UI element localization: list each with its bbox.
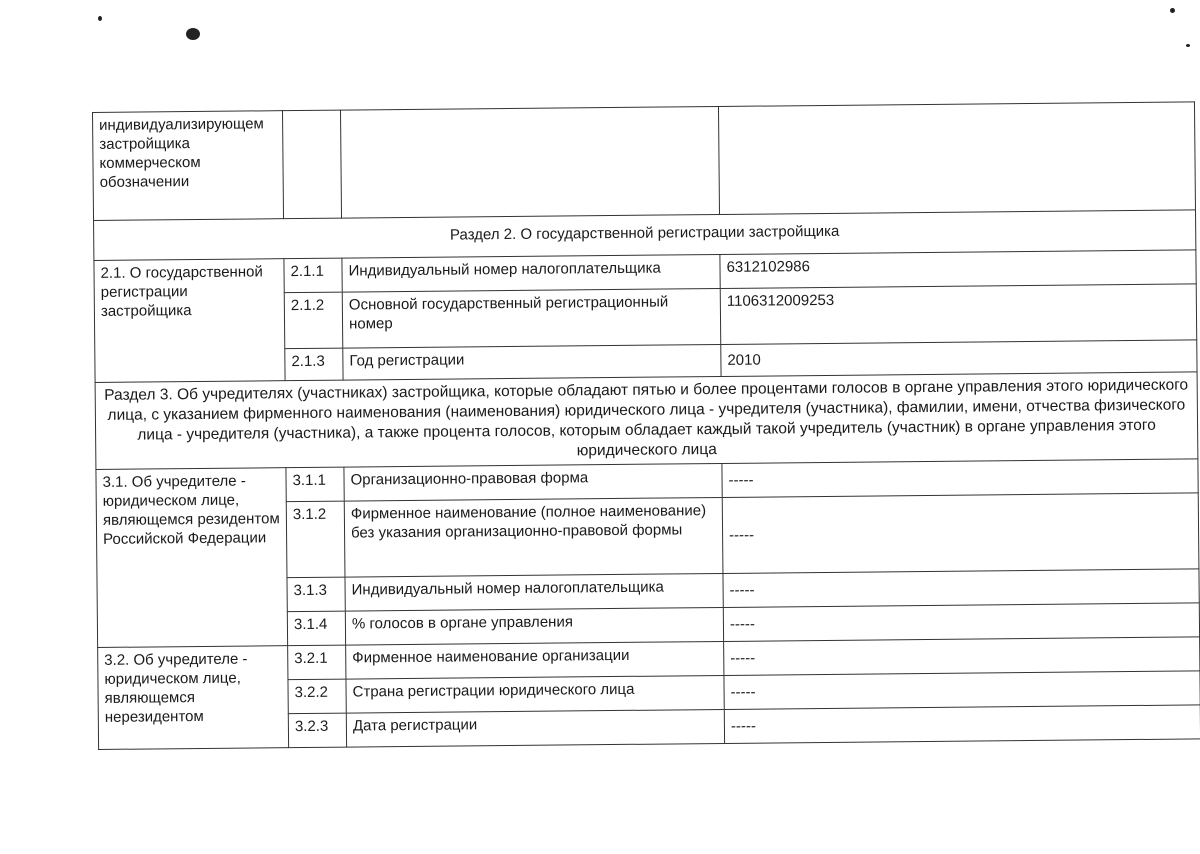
row-label: Фирменное наименование организации <box>346 641 724 679</box>
table-row <box>93 102 1196 221</box>
row-number: 3.1.3 <box>287 577 345 612</box>
row-value: ----- <box>724 671 1200 710</box>
row-label: Организационно-правовая форма <box>344 463 722 501</box>
row-label: Индивидуальный номер налогоплательщика <box>342 254 720 292</box>
row-label: % голосов в органе управления <box>345 607 723 645</box>
developer-info-table <box>92 101 1200 750</box>
row-value: ----- <box>722 459 1198 498</box>
row-label: Год регистрации <box>343 344 721 380</box>
intro-num <box>282 110 341 219</box>
row-label: Основной государственный регистрационный номер <box>342 288 721 348</box>
row-value: ----- <box>723 569 1199 608</box>
row-value: ----- <box>722 493 1199 574</box>
row-number: 3.2.1 <box>288 645 346 680</box>
row-label: Индивидуальный номер налогоплательщика <box>345 573 723 611</box>
row-number: 3.1.1 <box>286 467 344 502</box>
intro-value <box>718 102 1195 215</box>
section3-group2-label: 3.2. Об учредителе - юридическом лице, являющемся нерезидентом <box>98 646 289 750</box>
row-label: Страна регистрации юридического лица <box>346 675 724 713</box>
row-number: 2.1.2 <box>284 292 343 349</box>
section3-title: Раздел 3. Об учредителях (участниках) застройщика, которые обладают пятью и более процентами голосов в органе управления этого юридического лица, с указанием фирменного наименования (наименования) юридического лица - учредителя (участника), фамилии, имени, отчества физического лица - учредителя (участника), а также процента голосов, которым обладает каждый такой учредитель (участник) в органе управления этого юридического лица <box>95 372 1198 470</box>
row-number: 3.1.2 <box>286 501 345 578</box>
row-value: ----- <box>724 637 1200 676</box>
scan-speck <box>1186 44 1190 47</box>
row-value: 1106312009253 <box>720 284 1197 345</box>
scan-speck <box>186 28 200 40</box>
section-header-row <box>95 372 1198 470</box>
scan-speck <box>1170 8 1175 13</box>
section3-group1-label: 3.1. Об учредителе - юридическом лице, являющемся резидентом Российской Федерации <box>96 468 288 648</box>
intro-description <box>340 106 719 218</box>
row-number: 3.2.3 <box>288 713 346 748</box>
row-value: ----- <box>724 705 1200 744</box>
scan-speck <box>98 16 102 21</box>
intro-label: индивидуализирующем застройщика коммерческом обозначении <box>93 111 284 221</box>
section2-group-label: 2.1. О государственной регистрации застройщика <box>94 259 285 383</box>
row-value: 6312102986 <box>720 250 1196 289</box>
row-number: 3.1.4 <box>287 611 345 646</box>
row-value: 2010 <box>721 340 1197 377</box>
row-value: ----- <box>723 603 1199 642</box>
document-page <box>92 101 1200 750</box>
section2-title: Раздел 2. О государственной регистрации застройщика <box>94 210 1196 261</box>
row-number: 2.1.1 <box>284 258 342 293</box>
row-number: 3.2.2 <box>288 679 346 714</box>
row-label: Фирменное наименование (полное наименование) без указания организационно-правовой формы <box>344 497 723 577</box>
row-label: Дата регистрации <box>346 709 724 747</box>
row-number: 2.1.3 <box>285 348 343 381</box>
